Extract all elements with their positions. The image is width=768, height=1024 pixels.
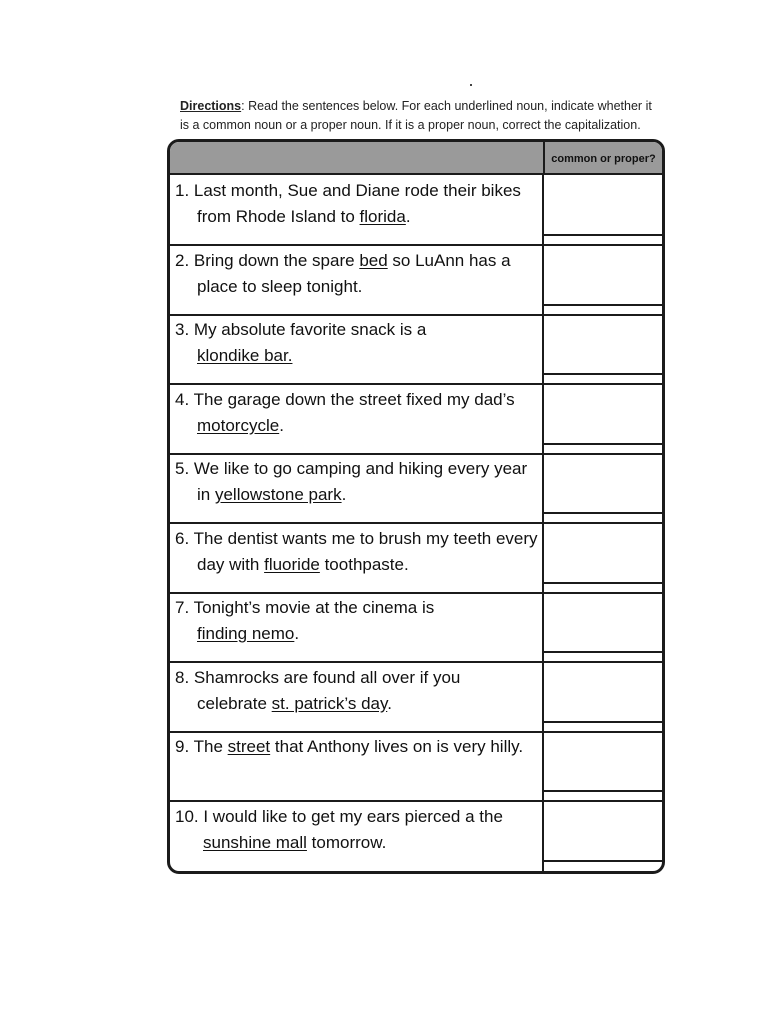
sentence-line-2 [175,552,541,578]
table-header [170,142,662,175]
underlined-noun: yellowstone park [214,485,342,504]
answer-box[interactable] [544,801,662,870]
sentence [175,456,541,508]
sentence [175,178,541,230]
table-row [170,523,662,594]
item-number: 7. [175,598,190,617]
sentence [175,387,541,439]
sentence-line-2 [175,760,541,786]
underlined-noun: st. patrick’s day [271,693,388,713]
item-number: 4. [175,389,190,409]
underlined-noun: klondike bar. [197,346,293,365]
answer-box[interactable] [544,245,662,314]
sentence-text: . [387,693,392,713]
underlined-noun: finding nemo [197,624,295,643]
table-row [170,801,662,870]
sentence-line-2 [175,482,541,508]
sentence-text: . [341,485,347,504]
underlined-noun: fluoride [264,554,320,574]
item-number: 6. [175,528,190,548]
item-number: 9. [175,737,190,756]
underlined-noun: sunshine mall [203,832,307,852]
answer-line [544,512,662,514]
table-row [170,592,662,663]
answer-box[interactable] [544,662,662,731]
sentence-text: so LuAnn has a [387,250,511,270]
underlined-noun: bed [359,250,388,270]
sentence [175,665,541,717]
answer-line [544,443,662,445]
sentence-line-2 [175,691,541,717]
stray-mark [470,84,472,86]
answer-box[interactable] [544,175,662,244]
table-row [170,384,662,455]
sentence-text: My absolute favorite snack is a [193,320,427,339]
sentence [175,804,541,856]
sentence-text: . [279,415,284,435]
sentence-text: The dentist wants me to brush my teeth every [193,528,538,548]
sentence-text: from Rhode Island to [197,207,360,226]
sentence-text: day with [197,554,265,574]
answer-line [544,860,662,862]
answer-line [544,651,662,653]
answer-box[interactable] [544,523,662,592]
sentence-line-2 [175,830,541,856]
sentence [175,595,541,647]
table-row [170,175,662,246]
sentence-text: tomorrow. [306,832,387,852]
table-row [170,453,662,524]
sentence-text: . [405,207,411,226]
sentence-text: I would like to get my ears pierced a the [198,806,503,826]
sentence-text: that Anthony lives on is very hilly. [270,737,524,756]
item-number: 5. [175,459,190,478]
sentence-line-2 [175,274,541,300]
column-header-common-or-proper: common or proper? [543,142,662,173]
answer-box[interactable] [544,384,662,453]
answer-line [544,790,662,792]
sentence-text: Shamrocks are found all over if you [193,667,461,687]
answer-box[interactable] [544,453,662,522]
answer-box[interactable] [544,314,662,383]
sentence-text: . [294,624,300,643]
underlined-noun: motorcycle [197,415,280,435]
sentence-line-2 [175,413,541,439]
table-row [170,662,662,733]
sentence [175,734,541,786]
sentence-text: toothpaste. [319,554,409,574]
answer-line [544,304,662,306]
underlined-noun: florida [359,207,406,226]
table-row [170,731,662,802]
answer-line [544,721,662,723]
answer-line [544,373,662,375]
answer-line [544,582,662,584]
sentence-text: celebrate [197,693,272,713]
item-number: 2. [175,250,190,270]
sentence-line-2 [175,204,541,230]
sentence-text: in [197,485,215,504]
table-row [170,245,662,316]
sentence [175,317,541,369]
item-number: 3. [175,320,190,339]
sentence-line-2 [175,621,541,647]
answer-line [544,234,662,236]
underlined-noun: street [227,737,271,756]
directions-body: : Read the sentences below. For each underlined noun, indicate whether it is a common noun or a proper noun. If it is a proper noun, correct the capitalization. [180,99,652,132]
sentence-text: Bring down the spare [193,250,360,270]
item-number: 8. [175,667,190,687]
sentence-text: place to sleep tonight. [197,276,363,296]
answer-box[interactable] [544,731,662,800]
sentence-text: Tonight’s movie at the cinema is [193,598,435,617]
sentence-text: The garage down the street fixed my dad’s [193,389,515,409]
sentence [175,526,541,578]
worksheet-table [167,139,665,874]
table-row [170,314,662,385]
sentence [175,248,541,300]
directions-label: Directions [180,99,242,113]
answer-box[interactable] [544,592,662,661]
sentence-line-2 [175,343,541,369]
item-number: 10. [175,806,199,826]
sentence-text: The [193,737,228,756]
sentence-text: Last month, Sue and Diane rode their bikes [193,181,521,200]
sentence-text: We like to go camping and hiking every year [193,459,528,478]
item-number: 1. [175,181,190,200]
directions-text [180,97,660,135]
